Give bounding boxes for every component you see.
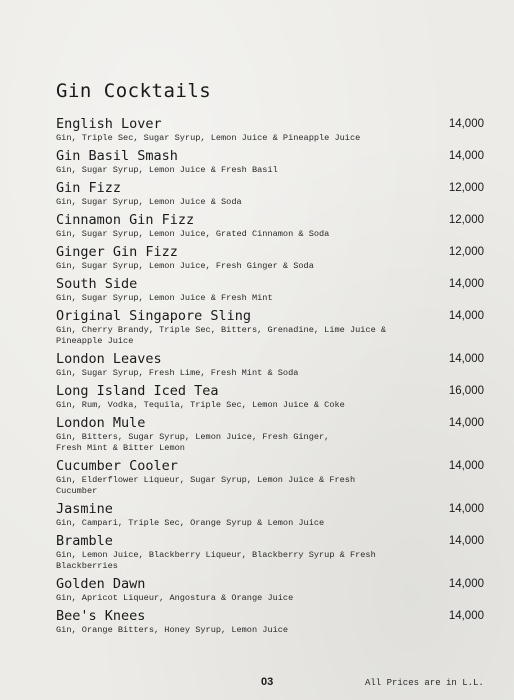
item-description: Gin, Orange Bitters, Honey Syrup, Lemon Juice xyxy=(56,625,289,635)
item-price: 14,000 xyxy=(448,150,484,162)
item-description: Gin, Sugar Syrup, Lemon Juice & Soda xyxy=(56,197,242,207)
item-price: 14,000 xyxy=(448,578,484,590)
item-name: Bee's Knees xyxy=(56,608,146,624)
list-item xyxy=(56,212,484,240)
item-description: Gin, Apricot Liqueur, Angostura & Orange Juice xyxy=(56,593,294,603)
item-price: 12,000 xyxy=(448,246,484,258)
item-description: Gin, Rum, Vodka, Tequila, Triple Sec, Lemon Juice & Coke xyxy=(56,400,345,410)
item-price: 14,000 xyxy=(448,353,484,365)
item-name: Jasmine xyxy=(56,501,113,517)
list-item xyxy=(56,501,484,529)
item-description: Gin, Sugar Syrup, Lemon Juice, Fresh Ginger & Soda xyxy=(56,261,314,271)
item-name: Bramble xyxy=(56,533,113,549)
list-item xyxy=(56,244,484,272)
item-description: Gin, Sugar Syrup, Fresh Lime, Fresh Mint & Soda xyxy=(56,368,299,378)
item-description: Gin, Campari, Triple Sec, Orange Syrup & Lemon Juice xyxy=(56,518,325,528)
item-price: 16,000 xyxy=(448,385,484,397)
item-price: 12,000 xyxy=(448,214,484,226)
page-number: 03 xyxy=(261,676,274,688)
list-item xyxy=(56,608,484,636)
item-description: Gin, Lemon Juice, Blackberry Liqueur, Blackberry Syrup & Fresh Blackberries xyxy=(56,550,376,571)
item-name: Long Island Iced Tea xyxy=(56,383,219,399)
item-price: 14,000 xyxy=(448,535,484,547)
list-item xyxy=(56,308,484,347)
item-description: Gin, Cherry Brandy, Triple Sec, Bitters, Grenadine, Lime Juice & Pineapple Juice xyxy=(56,325,387,346)
item-price: 12,000 xyxy=(448,182,484,194)
item-name: Golden Dawn xyxy=(56,576,146,592)
item-description: Gin, Elderflower Liqueur, Sugar Syrup, Lemon Juice & Fresh Cucumber xyxy=(56,475,356,496)
item-name: Original Singapore Sling xyxy=(56,308,252,324)
list-item xyxy=(56,415,484,454)
list-item xyxy=(56,276,484,304)
item-description: Gin, Bitters, Sugar Syrup, Lemon Juice, Fresh Ginger, Fresh Mint & Bitter Lemon xyxy=(56,432,330,453)
list-item xyxy=(56,116,484,144)
item-description: Gin, Sugar Syrup, Lemon Juice & Fresh Basil xyxy=(56,165,278,175)
list-item xyxy=(56,576,484,604)
cocktail-list xyxy=(56,116,484,640)
item-name: Cinnamon Gin Fizz xyxy=(56,212,195,228)
list-item xyxy=(56,351,484,379)
item-description: Gin, Sugar Syrup, Lemon Juice, Grated Cinnamon & Soda xyxy=(56,229,330,239)
item-name: Ginger Gin Fizz xyxy=(56,244,178,260)
list-item xyxy=(56,533,484,572)
item-price: 14,000 xyxy=(448,118,484,130)
item-price: 14,000 xyxy=(448,503,484,515)
item-description: Gin, Triple Sec, Sugar Syrup, Lemon Juice & Pineapple Juice xyxy=(56,133,361,143)
item-price: 14,000 xyxy=(448,417,484,429)
price-note: All Prices are in L.L. xyxy=(365,678,484,688)
list-item xyxy=(56,383,484,411)
item-price: 14,000 xyxy=(448,610,484,622)
item-name: Cucumber Cooler xyxy=(56,458,178,474)
item-price: 14,000 xyxy=(448,460,484,472)
item-name: London Mule xyxy=(56,415,146,431)
item-name: English Lover xyxy=(56,116,162,132)
item-name: Gin Fizz xyxy=(56,180,122,196)
list-item xyxy=(56,148,484,176)
item-description: Gin, Sugar Syrup, Lemon Juice & Fresh Mint xyxy=(56,293,273,303)
item-name: London Leaves xyxy=(56,351,162,367)
section-title: Gin Cocktails xyxy=(56,80,212,102)
list-item xyxy=(56,180,484,208)
item-name: South Side xyxy=(56,276,138,292)
list-item xyxy=(56,458,484,497)
item-price: 14,000 xyxy=(448,278,484,290)
item-price: 14,000 xyxy=(448,310,484,322)
item-name: Gin Basil Smash xyxy=(56,148,178,164)
